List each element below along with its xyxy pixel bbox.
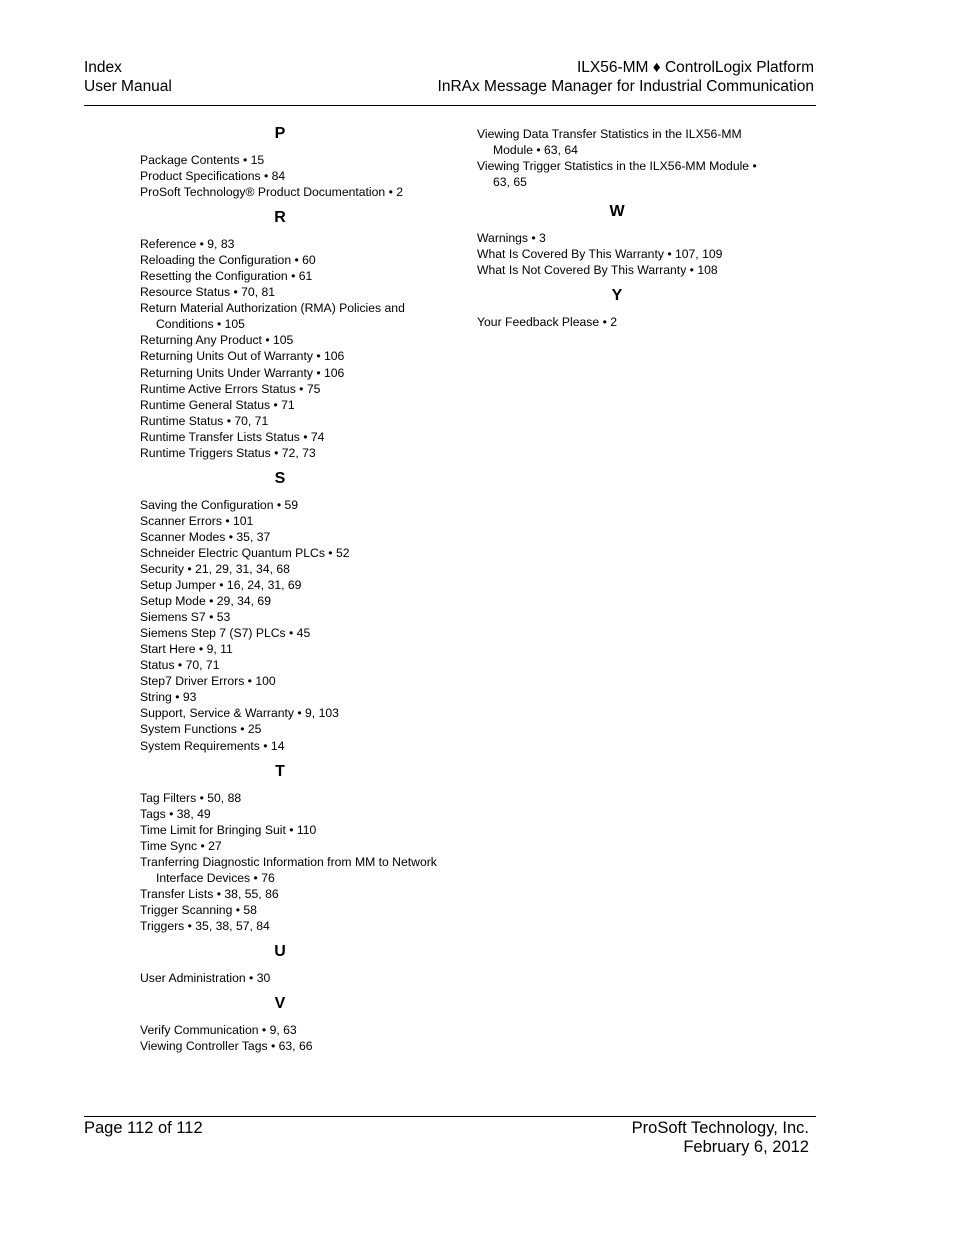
index-entry: What Is Not Covered By This Warranty • 108 — [477, 263, 718, 278]
index-entry: Tags • 38, 49 — [140, 806, 211, 821]
index-right-column — [477, 126, 777, 338]
page-header-left — [84, 58, 172, 96]
index-entry: Setup Mode • 29, 34, 69 — [140, 594, 271, 609]
index-entry: Runtime Status • 70, 71 — [140, 413, 269, 428]
index-letter-heading: W — [609, 203, 625, 221]
index-entry: Tranferring Diagnostic Information from MM to Network Interface Devices • 76 — [140, 854, 437, 885]
index-letter-heading: T — [275, 762, 285, 780]
index-entry: Scanner Modes • 35, 37 — [140, 529, 271, 544]
index-entry: Returning Any Product • 105 — [140, 333, 294, 348]
index-entry: Tag Filters • 50, 88 — [140, 790, 242, 805]
index-entry: Saving the Configuration • 59 — [140, 497, 299, 512]
index-letter-heading: P — [274, 125, 286, 142]
index-letter-heading: V — [274, 995, 286, 1013]
index-entry: Runtime Triggers Status • 72, 73 — [140, 445, 316, 460]
header-doc-type: User Manual — [84, 78, 172, 95]
index-entry-list — [140, 970, 440, 986]
index-section-v — [140, 994, 440, 1054]
footer-date: February 6, 2012 — [683, 1138, 809, 1156]
footer-page-number: Page 112 of 112 — [84, 1119, 203, 1137]
index-entry-list — [477, 230, 777, 278]
index-entry-list — [140, 236, 440, 461]
index-section-p — [140, 124, 440, 200]
index-section-t — [140, 762, 440, 934]
index-letter-heading: S — [274, 469, 286, 487]
page-header-right — [438, 58, 814, 96]
index-entry: System Requirements • 14 — [140, 738, 285, 753]
index-entry: Returning Units Under Warranty • 106 — [140, 365, 345, 380]
index-section-r — [140, 208, 440, 461]
footer-divider — [84, 1116, 816, 1117]
index-entry: Viewing Data Transfer Statistics in the ILX56-MM Module • 63, 64 — [477, 127, 742, 158]
index-entry: Support, Service & Warranty • 9, 103 — [140, 706, 339, 721]
continued-entries — [477, 126, 777, 190]
index-letter-heading: Y — [611, 287, 623, 305]
index-entry: Reloading the Configuration • 60 — [140, 253, 316, 268]
index-entry: Step7 Driver Errors • 100 — [140, 674, 276, 689]
index-entry: Your Feedback Please • 2 — [477, 315, 618, 330]
index-entry: Trigger Scanning • 58 — [140, 902, 257, 917]
header-section-title: Index — [84, 59, 122, 76]
index-entry: Package Contents • 15 — [140, 153, 265, 167]
index-letter-heading: U — [274, 942, 286, 960]
index-entry: Verify Communication • 9, 63 — [140, 1023, 297, 1038]
index-entry: Security • 21, 29, 31, 34, 68 — [140, 561, 290, 576]
index-entry: Reference • 9, 83 — [140, 237, 235, 252]
index-entry: Resetting the Configuration • 61 — [140, 269, 313, 284]
index-entry-list — [140, 1022, 440, 1054]
index-entry: Siemens Step 7 (S7) PLCs • 45 — [140, 626, 311, 641]
index-entry: User Administration • 30 — [140, 970, 271, 985]
index-entry-list — [140, 497, 440, 754]
index-entry: System Functions • 25 — [140, 722, 262, 737]
header-product-name: ILX56-MM ♦ ControlLogix Platform — [576, 59, 814, 76]
header-product-subtitle: InRAx Message Manager for Industrial Communication — [437, 78, 814, 95]
index-entry: String • 93 — [140, 690, 197, 705]
index-entry: Time Limit for Bringing Suit • 110 — [140, 822, 317, 837]
index-section-s — [140, 469, 440, 754]
index-left-column — [140, 124, 440, 1062]
index-entry: Time Sync • 27 — [140, 838, 222, 853]
index-entry: Returning Units Out of Warranty • 106 — [140, 349, 345, 364]
index-section-y — [477, 286, 777, 330]
index-section-u — [140, 942, 440, 986]
index-entry-list — [140, 152, 440, 200]
header-divider — [84, 105, 816, 106]
index-entry: Setup Jumper • 16, 24, 31, 69 — [140, 578, 302, 593]
right-sections — [477, 202, 777, 330]
index-entry: Status • 70, 71 — [140, 658, 220, 673]
index-entry: Siemens S7 • 53 — [140, 610, 231, 625]
index-section-w — [477, 202, 777, 278]
index-entry: ProSoft Technology® Product Documentation • 2 — [140, 185, 404, 200]
index-entry: What Is Covered By This Warranty • 107, 109 — [477, 247, 723, 262]
index-entry: Runtime Active Errors Status • 75 — [140, 381, 321, 396]
index-entry: Runtime General Status • 71 — [140, 397, 295, 412]
index-entry: Viewing Controller Tags • 63, 66 — [140, 1039, 313, 1054]
index-letter-heading: R — [274, 209, 286, 227]
index-entry-list — [140, 790, 440, 934]
footer-company: ProSoft Technology, Inc. — [631, 1119, 809, 1137]
index-entry: Warnings • 3 — [477, 231, 546, 246]
index-entry: Product Specifications • 84 — [140, 169, 286, 184]
index-entry: Return Material Authorization (RMA) Policies and Conditions • 105 — [140, 301, 405, 332]
footer-right — [632, 1119, 809, 1157]
index-entry: Runtime Transfer Lists Status • 74 — [140, 429, 325, 444]
index-entry: Start Here • 9, 11 — [140, 642, 233, 657]
index-entry: Schneider Electric Quantum PLCs • 52 — [140, 545, 350, 560]
index-entry: Scanner Errors • 101 — [140, 513, 254, 528]
index-entry: Resource Status • 70, 81 — [140, 285, 276, 300]
index-entry: Viewing Trigger Statistics in the ILX56-MM Module • 63, 65 — [477, 159, 757, 190]
index-entry-list — [477, 314, 777, 330]
index-entry: Transfer Lists • 38, 55, 86 — [140, 886, 279, 901]
index-entry: Triggers • 35, 38, 57, 84 — [140, 918, 270, 933]
